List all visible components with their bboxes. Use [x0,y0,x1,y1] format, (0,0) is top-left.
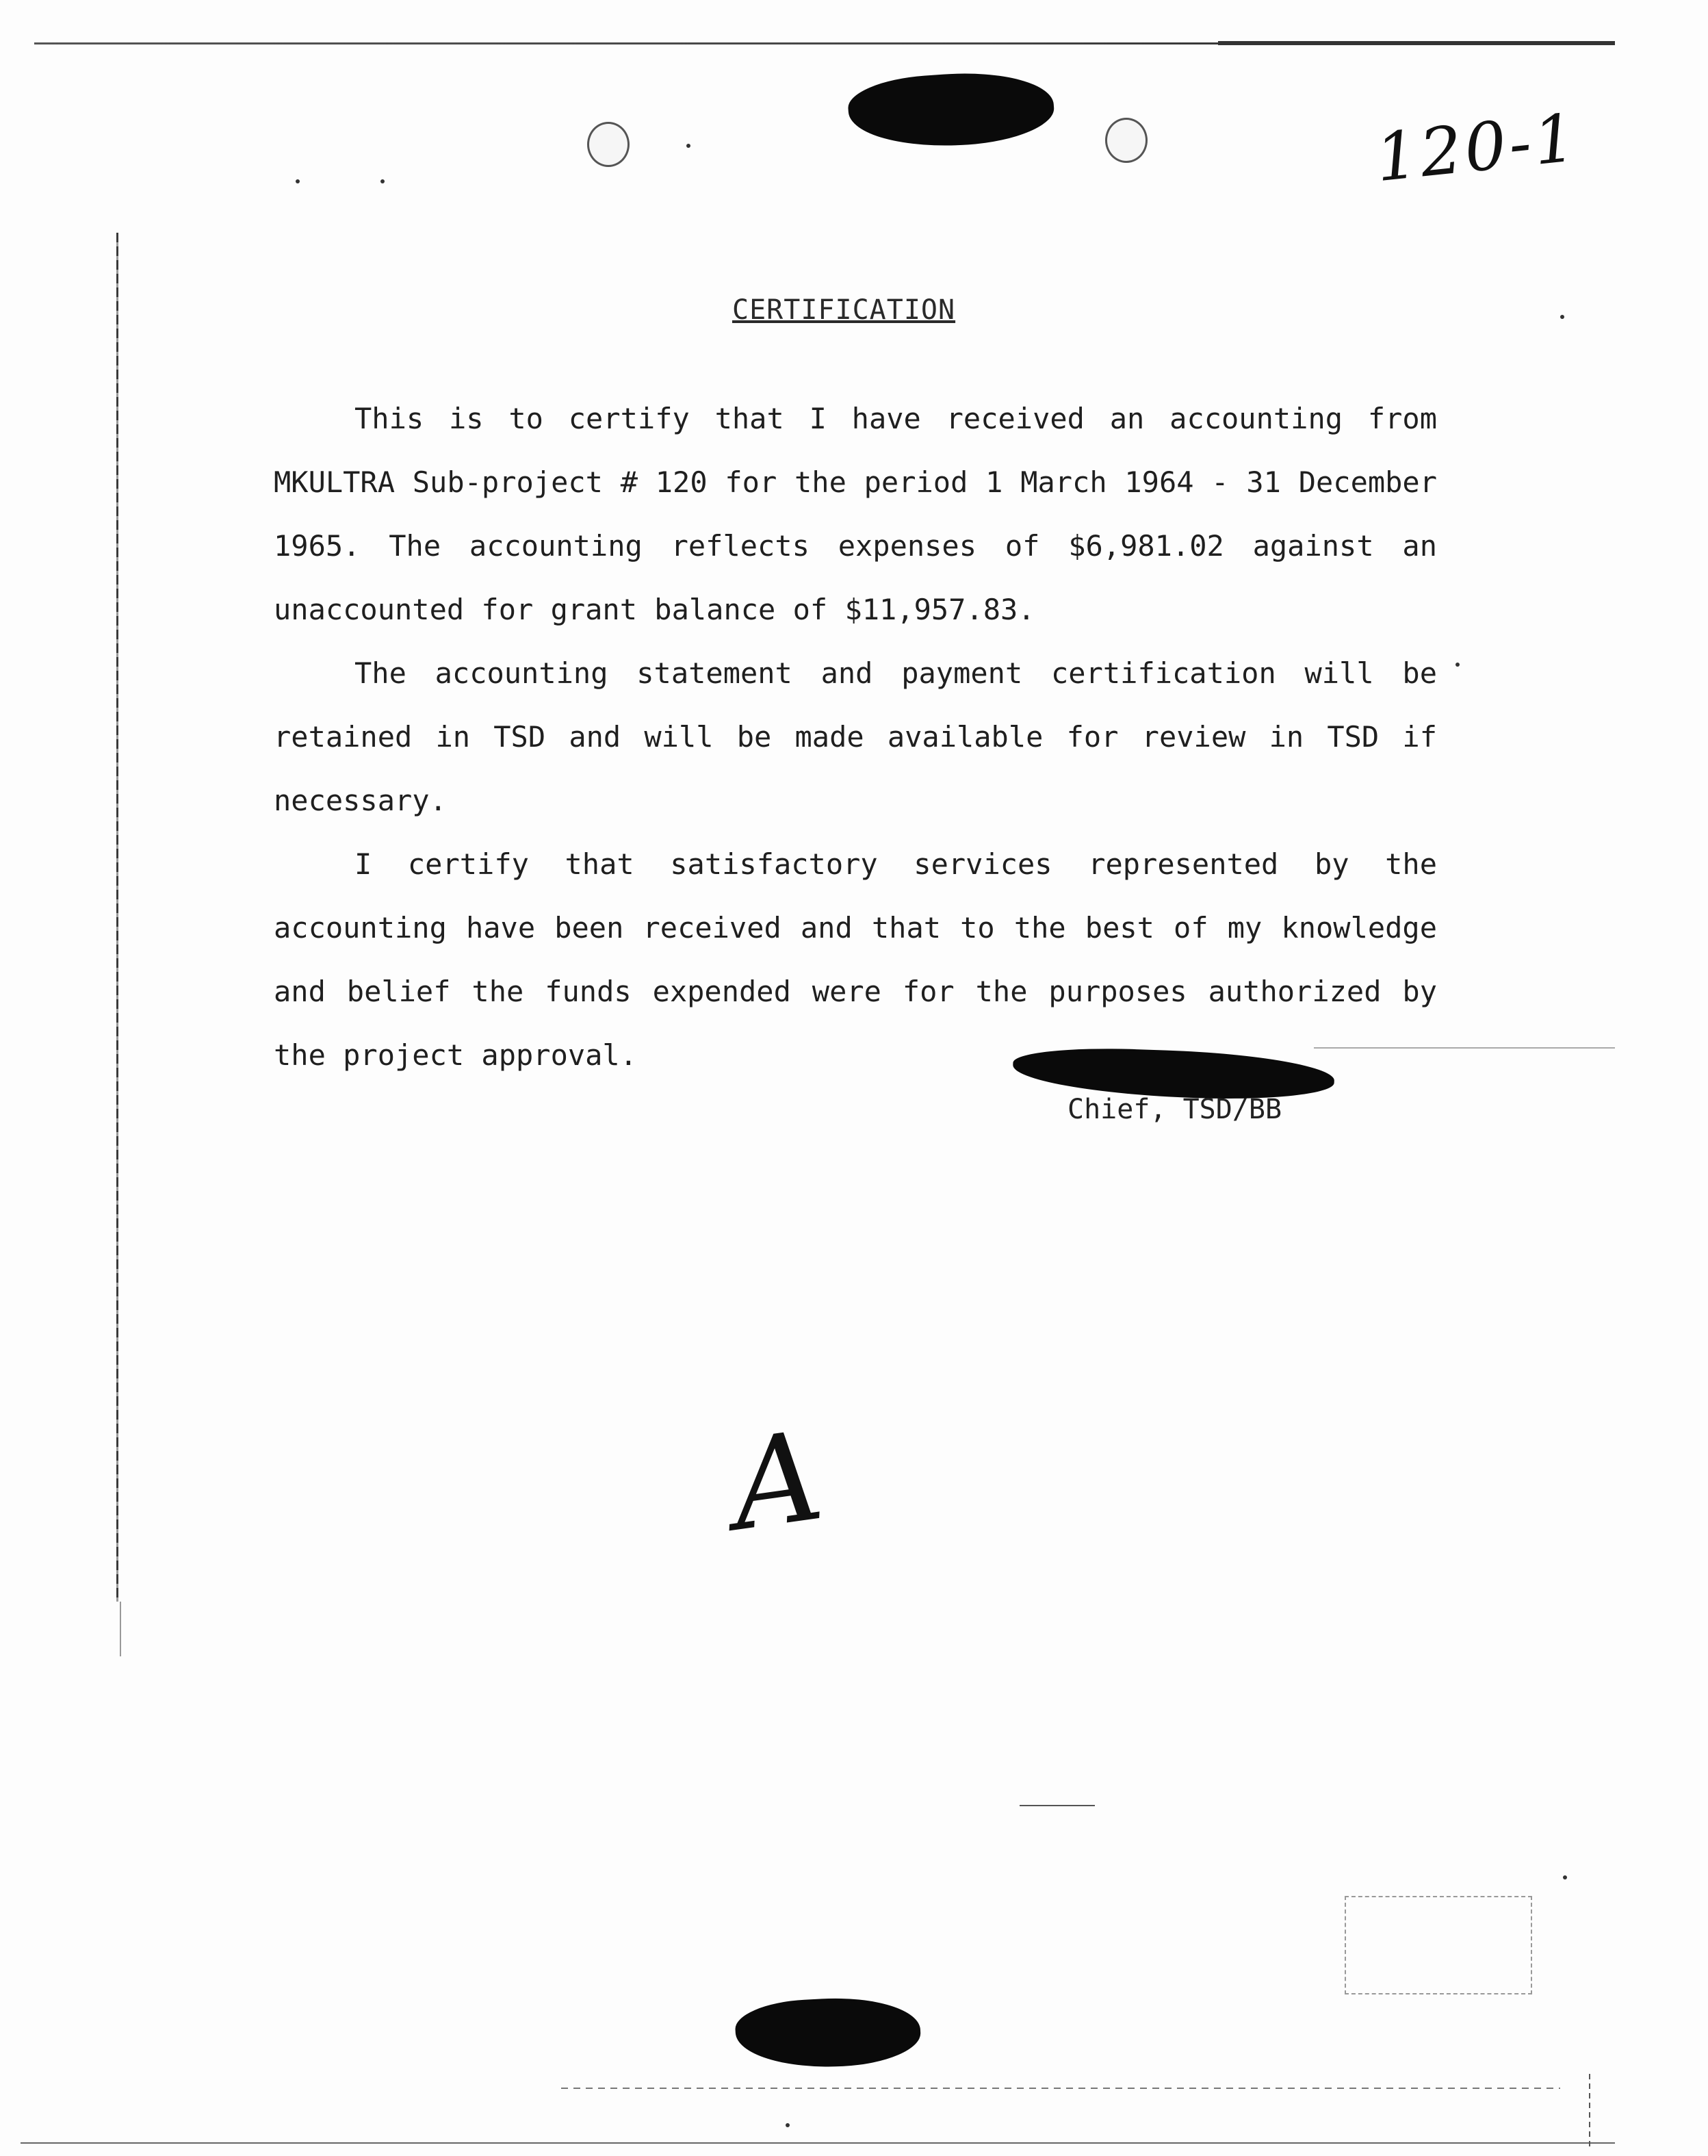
speck [786,2123,790,2127]
scan-bottom-dashed-line [561,2088,1560,2089]
scan-right-edge-fragment [1589,2074,1590,2149]
paragraph-retention: The accounting statement and payment certification will be retained in TSD and will be made available for review in TSD if necessary. [274,656,1437,817]
scan-bottom-edge [21,2142,1615,2144]
paragraph-accounting-received: This is to certify that I have received an accounting from MKULTRA Sub-project # 120 for the period 1 March 1964 - 31 December 1965. The accounting reflects expenses of $6,981.02 against an unaccounted for grant balance of $11,957.83. [274,402,1437,626]
speck [1560,315,1564,319]
speck [1563,1875,1567,1879]
punch-hole-right [1105,118,1148,163]
short-mark-line [1020,1805,1095,1806]
bottom-redaction [734,1994,922,2072]
speck [686,144,690,148]
signature-guide-line [1314,1047,1615,1049]
speck [1455,663,1460,667]
document-heading: CERTIFICATION [732,294,956,326]
faded-stamp-box [1345,1896,1532,1994]
handwritten-initial: A [723,1404,831,1559]
speck [296,179,300,183]
certification-body [274,387,1437,1087]
punch-hole-left [587,122,630,167]
paragraph-services-certified: I certify that satisfactory services represented by the accounting have been received and that to the best of my knowledge and belief the funds expended were for the purposes authorized by the project approval. [274,847,1437,1072]
scan-left-edge [116,233,118,1602]
scan-top-edge-dark [1218,41,1615,45]
speck [380,179,385,183]
top-redaction [846,67,1057,153]
scan-left-edge-faint [120,1602,121,1656]
handwritten-document-number: 120-1 [1371,99,1582,197]
signature-title: Chief, TSD/BB [1068,1094,1282,1125]
